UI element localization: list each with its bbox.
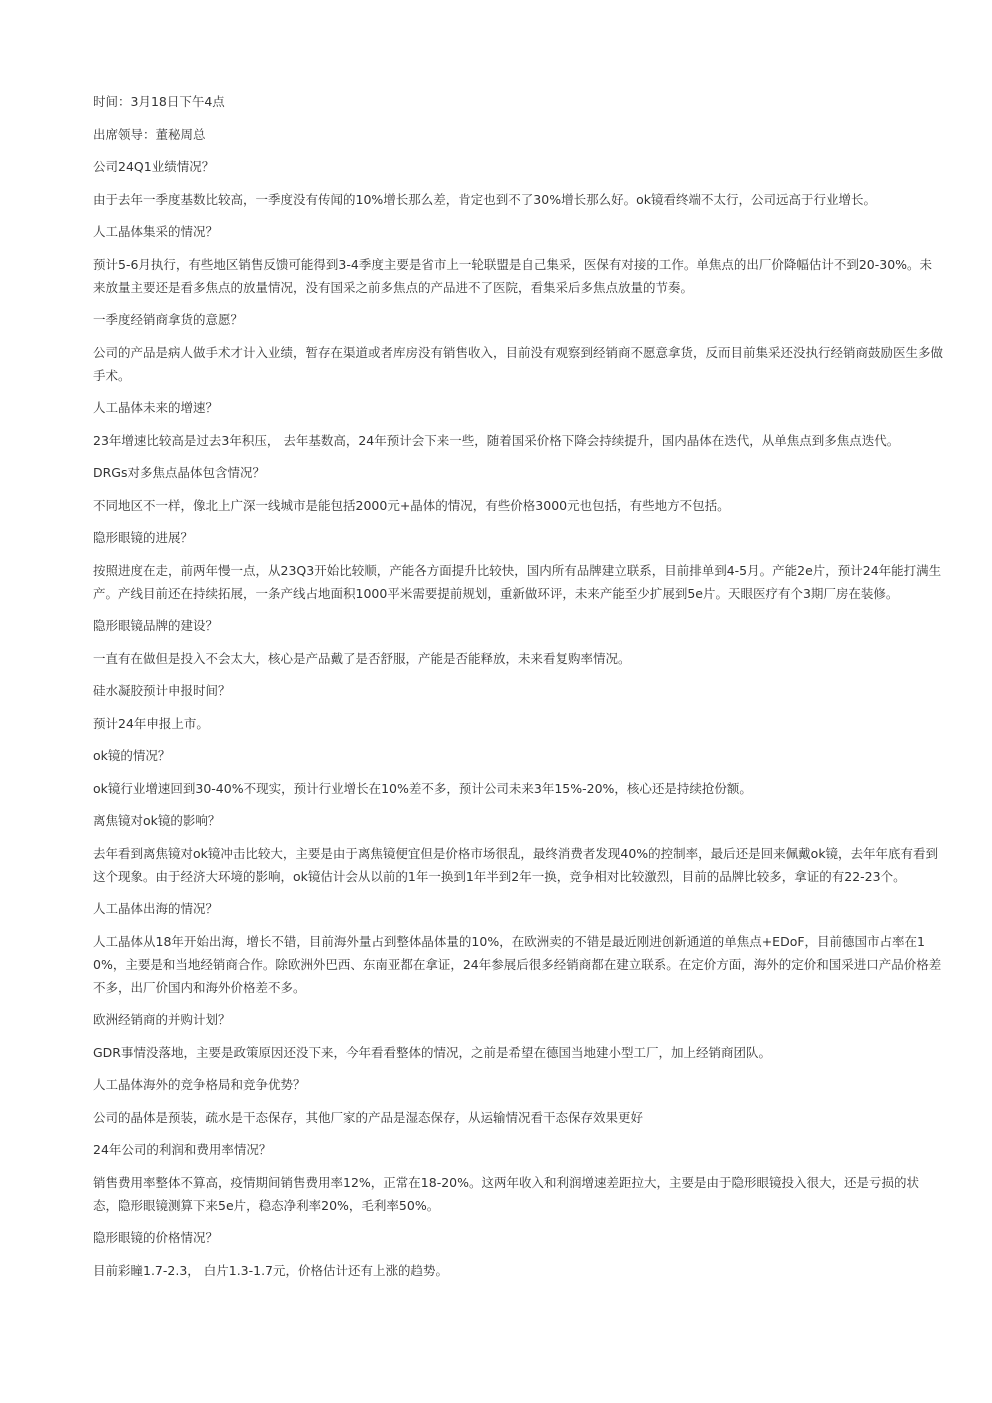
- question: 欧洲经销商的并购计划？: [93, 1012, 231, 1027]
- question: ok镜的情况？: [93, 748, 171, 763]
- question: DRGs对多焦点晶体包含情况？: [93, 465, 266, 480]
- question: 隐形眼镜的价格情况？: [93, 1230, 219, 1245]
- meeting-time: 时间：3月18日下午4点: [93, 94, 225, 109]
- answer: 按照进度在走，前两年慢一点，从23Q3开始比较顺，产能各方面提升比较快，国内所有品牌建立联系，目前排单到4-5月。产能2e片，预计24年能打满生产。产线目前还在持续拓展，一条产线占地面积1000平米需要提前规划，重新做环评，未来产能至少扩展到5e片。天眼医疗有个3期厂房在装修。: [93, 562, 942, 601]
- minutes-document: [93, 90, 943, 1291]
- answer: 人工晶体从18年开始出海，增长不错，目前海外量占到整体晶体量的10%，在欧洲卖的不错是最近刚进创新通道的单焦点+EDoF，目前德国市占率在10%，主要是和当地经销商合作。除欧洲外巴西、东南亚都在拿证，24年参展后很多经销商都在建立联系。在定价方面，海外的定价和国采进口产品价格差不多，出厂价国内和海外价格差不多。: [93, 933, 942, 995]
- question: 公司24Q1业绩情况？: [93, 159, 215, 174]
- answer: ok镜行业增速回到30-40%不现实，预计行业增长在10%差不多，预计公司未来3年15%-20%，核心还是持续抢份额。: [93, 780, 752, 796]
- question: 人工晶体集采的情况？: [93, 224, 219, 239]
- meeting-attendees: 出席领导：董秘周总: [93, 126, 206, 142]
- answer: 23年增速比较高是过去3年积压， 去年基数高，24年预计会下来一些，随着国采价格下降会持续提升，国内晶体在迭代，从单焦点到多焦点迭代。: [93, 432, 900, 448]
- question: 24年公司的利润和费用率情况？: [93, 1142, 272, 1157]
- question: 离焦镜对ok镜的影响？: [93, 813, 221, 828]
- answer: 一直有在做但是投入不会太大，核心是产品戴了是否舒服，产能是否能释放，未来看复购率情况。: [93, 650, 631, 666]
- question: 一季度经销商拿货的意愿？: [93, 312, 244, 327]
- answer: 不同地区不一样，像北上广深一线城市是能包括2000元+晶体的情况，有些价格3000元也包括，有些地方不包括。: [93, 497, 730, 513]
- question: 人工晶体未来的增速？: [93, 400, 219, 415]
- answer: 去年看到离焦镜对ok镜冲击比较大，主要是由于离焦镜便宜但是价格市场很乱，最终消费者发现40%的控制率，最后还是回来佩戴ok镜，去年年底有看到这个现象。由于经济大环境的影响，ok镜估计会从以前的1年一换到1年半到2年一换，竞争相对比较激烈，目前的品牌比较多，拿证的有22-23个。: [93, 845, 939, 884]
- answer: GDR事情没落地，主要是政策原因还没下来，今年看看整体的情况，之前是希望在德国当地建小型工厂，加上经销商团队。: [93, 1044, 771, 1060]
- question: 硅水凝胶预计申报时间？: [93, 683, 231, 698]
- question: 人工晶体海外的竞争格局和竞争优势？: [93, 1077, 306, 1092]
- question: 隐形眼镜品牌的建设？: [93, 618, 219, 633]
- question: 隐形眼镜的进展？: [93, 530, 194, 545]
- answer: 公司的产品是病人做手术才计入业绩，暂存在渠道或者库房没有销售收入，目前没有观察到经销商不愿意拿货，反而目前集采还没执行经销商鼓励医生多做手术。: [93, 344, 944, 383]
- answer: 预计5-6月执行，有些地区销售反馈可能得到3-4季度主要是省市上一轮联盟是自己集采，医保有对接的工作。单焦点的出厂价降幅估计不到20-30%。未来放量主要还是看多焦点的放量情况，没有国采之前多焦点的产品进不了医院，看集采后多焦点放量的节奏。: [93, 256, 933, 295]
- answer: 预计24年申报上市。: [93, 715, 209, 731]
- answer: 销售费用率整体不算高，疫情期间销售费用率12%，正常在18-20%。这两年收入和利润增速差距拉大，主要是由于隐形眼镜投入很大，还是亏损的状态，隐形眼镜测算下来5e片，稳态净利率20%，毛利率50%。: [93, 1174, 919, 1213]
- question: 人工晶体出海的情况？: [93, 901, 219, 916]
- answer: 目前彩瞳1.7-2.3， 白片1.3-1.7元，价格估计还有上涨的趋势。: [93, 1262, 449, 1278]
- answer: 公司的晶体是预装，疏水是干态保存，其他厂家的产品是湿态保存，从运输情况看干态保存效果更好: [93, 1109, 644, 1125]
- answer: 由于去年一季度基数比较高，一季度没有传闻的10%增长那么差，肯定也到不了30%增长那么好。ok镜看终端不太行，公司远高于行业增长。: [93, 191, 876, 207]
